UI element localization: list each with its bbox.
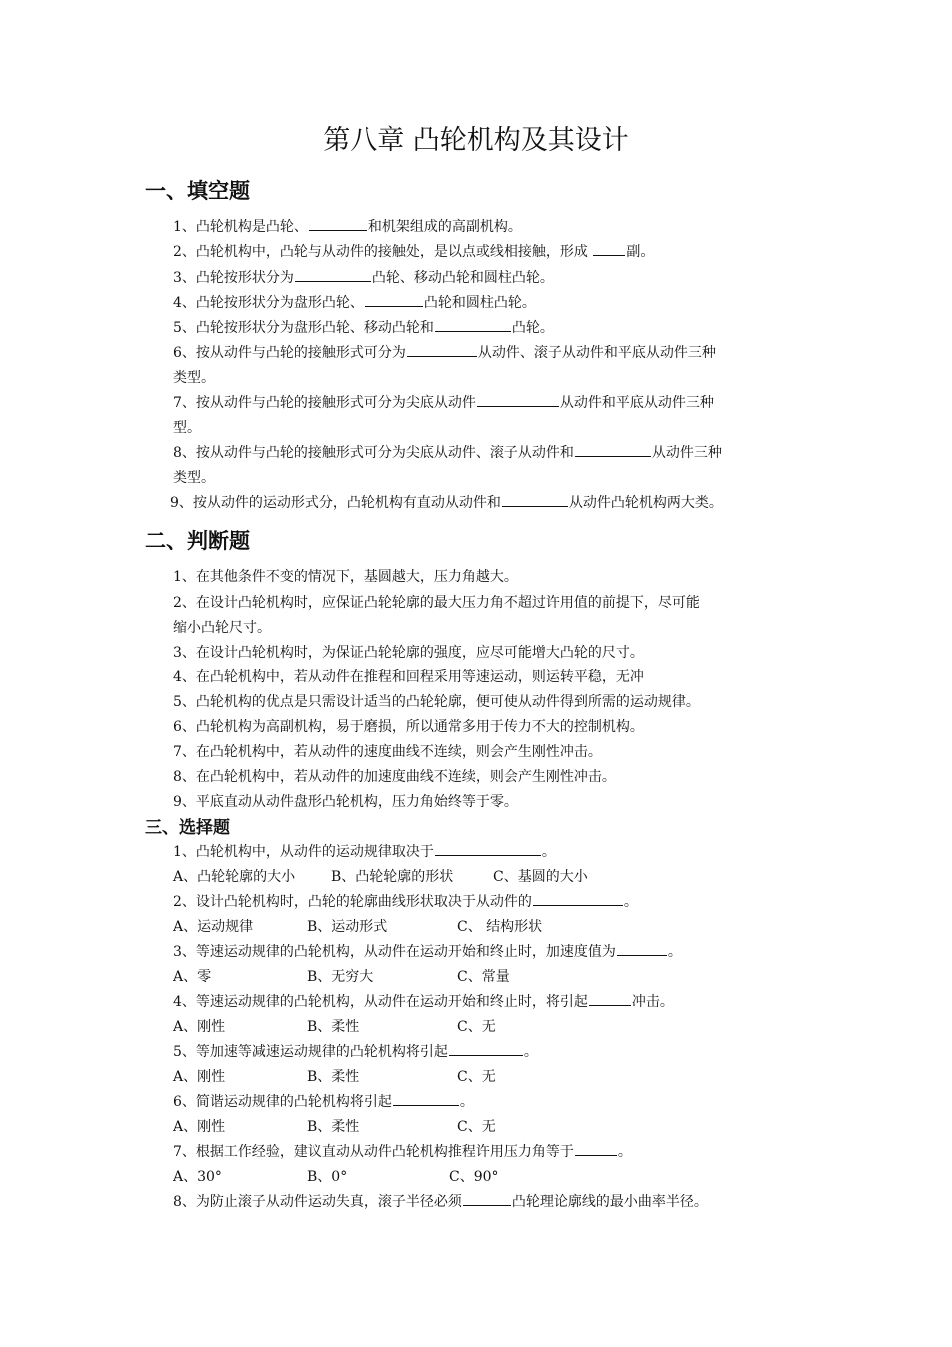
option-a[interactable]: A、刚性 xyxy=(173,1119,226,1135)
fill-question-6-cont: 类型。 xyxy=(173,370,215,386)
answer-blank[interactable] xyxy=(502,491,568,507)
section-heading-choice: 三、选择题 xyxy=(145,818,230,838)
section-heading-fill: 一、填空题 xyxy=(145,179,250,203)
choice-options-2 xyxy=(173,915,813,940)
choice-question-7: 7、根据工作经验，建议直动从动件凸轮机构推程许用压力角等于 。 xyxy=(173,1140,813,1165)
choice-options-4 xyxy=(173,1015,813,1040)
judge-question-6: 6、凸轮机构为高副机构，易于磨损，所以通常多用于传力不大的控制机构。 xyxy=(173,719,644,735)
option-b[interactable]: B、柔性 xyxy=(307,1119,360,1135)
section-heading-judge: 二、判断题 xyxy=(145,529,250,553)
fill-question-4: 4、凸轮按形状分为盘形凸轮、 凸轮和圆柱凸轮。 xyxy=(173,291,813,316)
fill-question-7-cont: 型。 xyxy=(173,420,201,436)
answer-blank[interactable] xyxy=(617,940,667,956)
option-a[interactable]: A、刚性 xyxy=(173,1069,226,1085)
answer-blank[interactable] xyxy=(533,890,623,906)
option-c[interactable]: C、常量 xyxy=(457,969,510,985)
option-c[interactable]: C、无 xyxy=(457,1069,496,1085)
page-title: 第八章 凸轮机构及其设计 xyxy=(323,125,629,156)
option-b[interactable]: B、柔性 xyxy=(307,1019,360,1035)
judge-question-9: 9、平底直动从动件盘形凸轮机构，压力角始终等于零。 xyxy=(173,794,518,810)
judge-question-1: 1、在其他条件不变的情况下，基圆越大，压力角越大。 xyxy=(173,569,518,585)
answer-blank[interactable] xyxy=(575,441,651,457)
choice-question-3: 3、等速运动规律的凸轮机构，从动件在运动开始和终止时，加速度值为 。 xyxy=(173,940,813,965)
choice-question-6: 6、简谐运动规律的凸轮机构将引起 。 xyxy=(173,1090,813,1115)
option-b[interactable]: B、凸轮轮廓的形状 xyxy=(331,869,454,885)
option-a[interactable]: A、30° xyxy=(173,1169,222,1185)
judge-question-2: 2、在设计凸轮机构时，应保证凸轮轮廓的最大压力角不超过许用值的前提下，尽可能 xyxy=(173,595,700,611)
answer-blank[interactable] xyxy=(309,215,367,231)
option-a[interactable]: A、凸轮轮廓的大小 xyxy=(173,869,296,885)
fill-question-7: 7、按从动件与凸轮的接触形式可分为尖底从动件 从动件和平底从动件三种 xyxy=(173,391,813,416)
judge-question-8: 8、在凸轮机构中，若从动件的加速度曲线不连续，则会产生刚性冲击。 xyxy=(173,769,616,785)
choice-question-8: 8、为防止滚子从动件运动失真，滚子半径必须 凸轮理论廓线的最小曲率半径。 xyxy=(173,1190,813,1215)
answer-blank[interactable] xyxy=(477,391,559,407)
choice-options-3 xyxy=(173,965,813,990)
choice-options-7 xyxy=(173,1165,813,1190)
choice-options-6 xyxy=(173,1115,813,1140)
option-a[interactable]: A、零 xyxy=(173,969,212,985)
answer-blank[interactable] xyxy=(589,990,631,1006)
answer-blank[interactable] xyxy=(435,840,541,856)
option-a[interactable]: A、刚性 xyxy=(173,1019,226,1035)
choice-options-1 xyxy=(173,865,813,890)
answer-blank[interactable] xyxy=(407,341,477,357)
judge-question-4: 4、在凸轮机构中，若从动件在推程和回程采用等速运动，则运转平稳，无冲 xyxy=(173,669,644,685)
option-c[interactable]: C、无 xyxy=(457,1119,496,1135)
answer-blank[interactable] xyxy=(435,316,511,332)
fill-question-8: 8、按从动件与凸轮的接触形式可分为尖底从动件、滚子从动件和 从动件三种 xyxy=(173,441,813,466)
choice-question-5: 5、等加速等减速运动规律的凸轮机构将引起 。 xyxy=(173,1040,813,1065)
answer-blank[interactable] xyxy=(463,1190,511,1206)
answer-blank[interactable] xyxy=(393,1090,459,1106)
answer-blank[interactable] xyxy=(575,1140,617,1156)
option-c[interactable]: C、 结构形状 xyxy=(457,919,543,935)
fill-question-1: 1、凸轮机构是凸轮、 和机架组成的高副机构。 xyxy=(173,215,813,240)
fill-question-6: 6、按从动件与凸轮的接触形式可分为 从动件、滚子从动件和平底从动件三种 xyxy=(173,341,813,366)
answer-blank[interactable] xyxy=(295,266,371,282)
fill-question-3: 3、凸轮按形状分为 凸轮、移动凸轮和圆柱凸轮。 xyxy=(173,266,813,291)
fill-question-9: 9、按从动件的运动形式分，凸轮机构有直动从动件和 从动件凸轮机构两大类。 xyxy=(170,491,810,516)
option-c[interactable]: C、无 xyxy=(457,1019,496,1035)
option-c[interactable]: C、基圆的大小 xyxy=(493,869,588,885)
option-c[interactable]: C、90° xyxy=(449,1169,499,1185)
option-b[interactable]: B、柔性 xyxy=(307,1069,360,1085)
judge-question-5: 5、凸轮机构的优点是只需设计适当的凸轮轮廓，便可使从动件得到所需的运动规律。 xyxy=(173,694,700,710)
judge-question-3: 3、在设计凸轮机构时，为保证凸轮轮廓的强度，应尽可能增大凸轮的尺寸。 xyxy=(173,645,644,661)
fill-question-5: 5、凸轮按形状分为盘形凸轮、移动凸轮和 凸轮。 xyxy=(173,316,813,341)
choice-question-4: 4、等速运动规律的凸轮机构，从动件在运动开始和终止时，将引起 冲击。 xyxy=(173,990,813,1015)
answer-blank[interactable] xyxy=(449,1040,523,1056)
answer-blank[interactable] xyxy=(365,291,423,307)
judge-question-7: 7、在凸轮机构中，若从动件的速度曲线不连续，则会产生刚性冲击。 xyxy=(173,744,602,760)
option-a[interactable]: A、运动规律 xyxy=(173,919,254,935)
option-b[interactable]: B、无穷大 xyxy=(307,969,374,985)
choice-question-1: 1、凸轮机构中，从动件的运动规律取决于 。 xyxy=(173,840,813,865)
choice-options-5 xyxy=(173,1065,813,1090)
answer-blank[interactable] xyxy=(593,240,625,256)
fill-question-8-cont: 类型。 xyxy=(173,470,215,486)
choice-question-2: 2、设计凸轮机构时，凸轮的轮廓曲线形状取决于从动件的 。 xyxy=(173,890,813,915)
fill-question-2: 2、凸轮机构中，凸轮与从动件的接触处，是以点或线相接触，形成 副。 xyxy=(173,240,813,265)
option-b[interactable]: B、0° xyxy=(307,1169,348,1185)
option-b[interactable]: B、运动形式 xyxy=(307,919,388,935)
judge-question-2-cont: 缩小凸轮尺寸。 xyxy=(173,620,271,636)
